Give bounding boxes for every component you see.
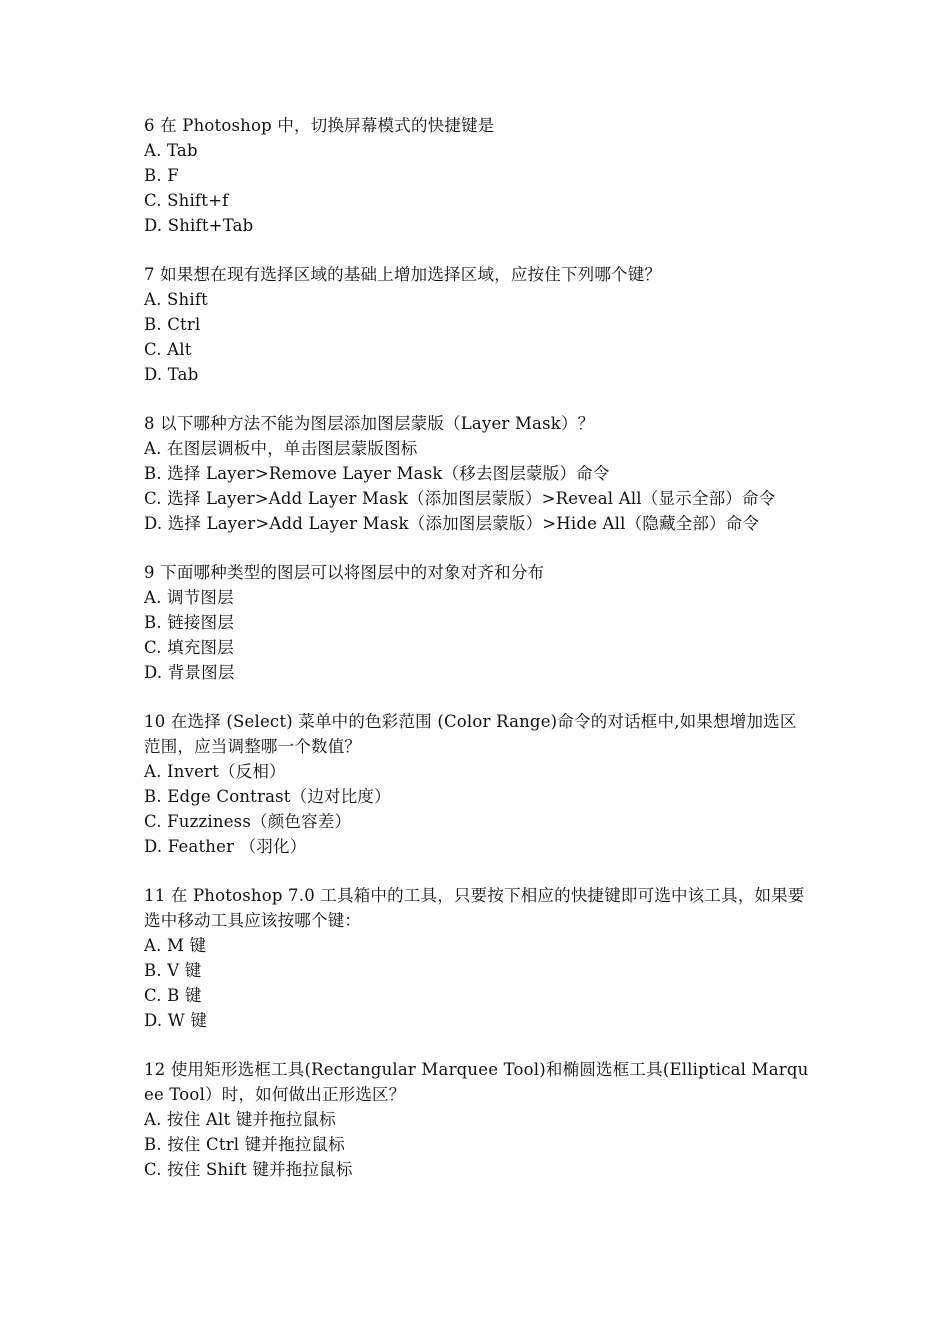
- option-b: B. V 键: [144, 961, 202, 980]
- option-b: B. F: [144, 166, 179, 185]
- question-6: [144, 113, 810, 238]
- option-c: C. 选择 Layer>Add Layer Mask（添加图层蒙版）>Reveal All（显示全部）命令: [144, 489, 776, 508]
- option-a: A. Invert（反相）: [144, 762, 286, 781]
- document-page: [144, 113, 810, 1206]
- question-title: 7 如果想在现有选择区域的基础上增加选择区域，应按住下列哪个键？: [144, 265, 662, 284]
- question-title: 8 以下哪种方法不能为图层添加图层蒙版（Layer Mask）？: [144, 414, 595, 433]
- question-title: 9 下面哪种类型的图层可以将图层中的对象对齐和分布: [144, 563, 545, 582]
- option-d: D. Feather （羽化）: [144, 837, 307, 856]
- option-c: C. Alt: [144, 340, 192, 359]
- option-d: D. 背景图层: [144, 663, 235, 682]
- option-d: D. Shift+Tab: [144, 216, 254, 235]
- question-11: [144, 883, 810, 1033]
- option-a: A. Shift: [144, 290, 208, 309]
- option-a: A. 在图层调板中，单击图层蒙版图标: [144, 439, 418, 458]
- option-c: C. B 键: [144, 986, 202, 1005]
- option-c: C. Shift+f: [144, 191, 229, 210]
- option-a: A. Tab: [144, 141, 198, 160]
- question-title: 12 使用矩形选框工具(Rectangular Marquee Tool)和椭圆选框工具(Elliptical Marquee Tool）时，如何做出正形选区？: [144, 1060, 809, 1104]
- question-9: [144, 560, 810, 685]
- question-title: 11 在 Photoshop 7.0 工具箱中的工具，只要按下相应的快捷键即可选中该工具，如果要选中移动工具应该按哪个键：: [144, 886, 805, 930]
- option-b: B. 按住 Ctrl 键并拖拉鼠标: [144, 1135, 345, 1154]
- option-b: B. 链接图层: [144, 613, 235, 632]
- option-b: B. 选择 Layer>Remove Layer Mask（移去图层蒙版）命令: [144, 464, 610, 483]
- question-title: 6 在 Photoshop 中，切换屏幕模式的快捷键是: [144, 116, 495, 135]
- question-8: [144, 411, 810, 536]
- option-d: D. 选择 Layer>Add Layer Mask（添加图层蒙版）>Hide All（隐藏全部）命令: [144, 514, 760, 533]
- option-c: C. 填充图层: [144, 638, 234, 657]
- option-b: B. Ctrl: [144, 315, 201, 334]
- question-7: [144, 262, 810, 387]
- question-10: [144, 709, 810, 859]
- question-title: 10 在选择 (Select) 菜单中的色彩范围 (Color Range)命令的对话框中,如果想增加选区范围，应当调整哪一个数值？: [144, 712, 797, 756]
- question-12: [144, 1057, 810, 1182]
- option-a: A. M 键: [144, 936, 207, 955]
- option-c: C. 按住 Shift 键并拖拉鼠标: [144, 1160, 353, 1179]
- option-d: D. W 键: [144, 1011, 208, 1030]
- option-a: A. 按住 Alt 键并拖拉鼠标: [144, 1110, 336, 1129]
- option-b: B. Edge Contrast（边对比度）: [144, 787, 391, 806]
- option-d: D. Tab: [144, 365, 199, 384]
- option-a: A. 调节图层: [144, 588, 234, 607]
- option-c: C. Fuzziness（颜色容差）: [144, 812, 352, 831]
